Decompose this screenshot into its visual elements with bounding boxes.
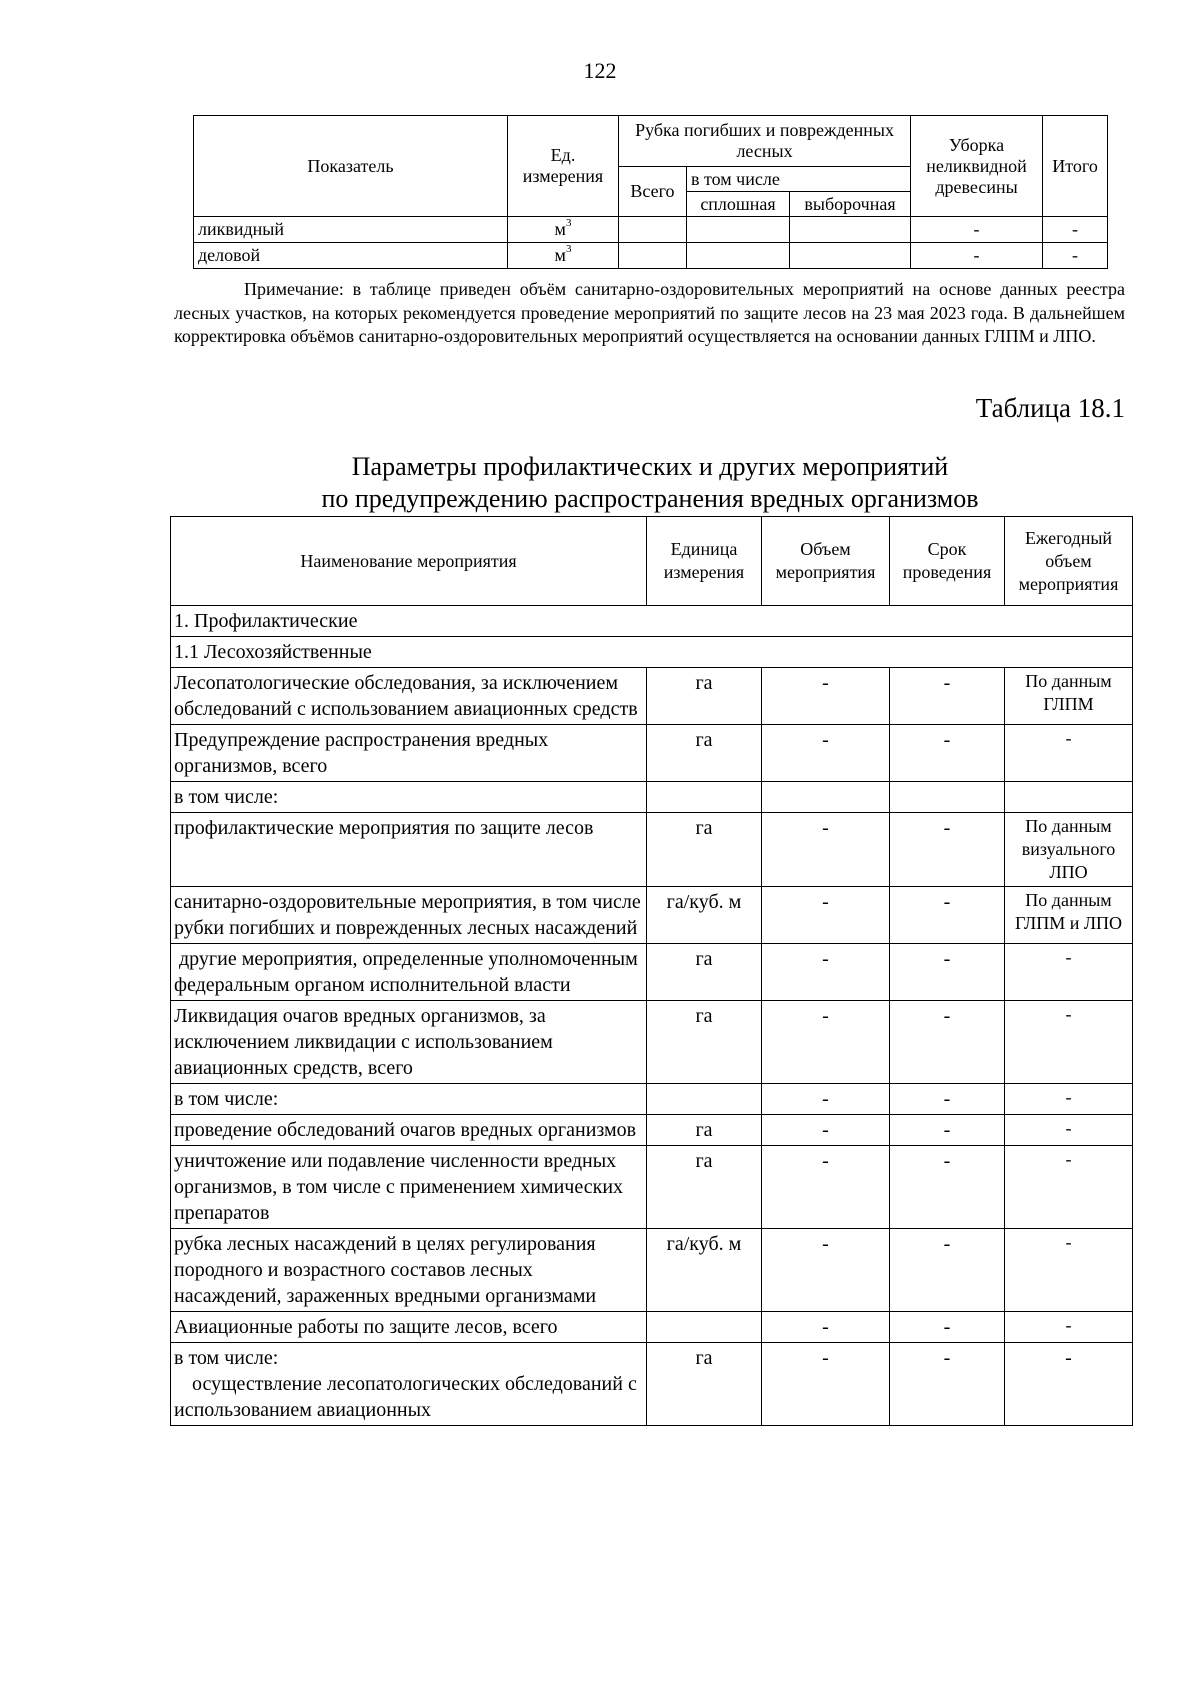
header-including: в том числе <box>687 167 911 192</box>
table-title-line-1: Параметры профилактических и других мероприятий <box>351 452 949 481</box>
cell-term: - <box>890 1229 1005 1312</box>
header-name: Наименование мероприятия <box>171 517 647 606</box>
cell-volume: - <box>762 887 890 944</box>
cell-annual: - <box>1005 1229 1133 1312</box>
table-row <box>171 1229 1133 1312</box>
cell-name: в том числе: <box>171 1084 647 1115</box>
header-indicator: Показатель <box>194 116 508 217</box>
cell-name: проведение обследований очагов вредных организмов <box>171 1115 647 1146</box>
cell-unit: га/куб. м <box>647 1229 762 1312</box>
cell-unit: га <box>647 1343 762 1426</box>
cell-name: рубка лесных насаждений в целях регулирования породного и возрастного составов лесных насаждений, зараженных вредными организмами <box>171 1229 647 1312</box>
cell-unit: га <box>647 944 762 1001</box>
table-row <box>171 887 1133 944</box>
cell-term: - <box>890 1115 1005 1146</box>
cell-annual: - <box>1005 1312 1133 1343</box>
table-row <box>171 1146 1133 1229</box>
row-sploshnaya <box>687 243 790 269</box>
cell-annual: - <box>1005 944 1133 1001</box>
cell-volume: - <box>762 1001 890 1084</box>
table-row <box>171 1343 1133 1426</box>
sanitary-volume-table <box>193 115 1108 269</box>
table-row <box>171 1312 1133 1343</box>
cell-annual: - <box>1005 1146 1133 1229</box>
row-vyborochnaya <box>790 243 911 269</box>
cell-volume: - <box>762 1084 890 1115</box>
header-annual: Ежегодный объем мероприятия <box>1005 517 1133 606</box>
row-vyborochnaya <box>790 217 911 243</box>
table-row <box>171 1084 1133 1115</box>
cell-term: - <box>890 944 1005 1001</box>
cell-term: - <box>890 887 1005 944</box>
cell-name <box>171 1343 647 1426</box>
cell-term: - <box>890 1084 1005 1115</box>
cell-unit <box>647 1312 762 1343</box>
row-name: деловой <box>194 243 508 269</box>
header-itogo: Итого <box>1043 116 1108 217</box>
cell-term: - <box>890 725 1005 782</box>
row-unit: $м^3$ <box>508 243 619 269</box>
table-title <box>170 451 1130 515</box>
cell-annual: По данным визуального ЛПО <box>1005 813 1133 887</box>
header-unit: Единица измерения <box>647 517 762 606</box>
cell-volume: - <box>762 813 890 887</box>
subsection-heading: 1.1 Лесохозяйственные <box>171 637 1133 668</box>
row-uborka: - <box>911 243 1043 269</box>
header-selective: выборочная <box>790 192 911 217</box>
cell-unit <box>647 1084 762 1115</box>
cell-volume: - <box>762 944 890 1001</box>
table-row <box>171 725 1133 782</box>
table-row <box>194 243 1108 269</box>
cell-unit: га <box>647 668 762 725</box>
row-vsego <box>619 243 687 269</box>
header-total: Всего <box>619 167 687 217</box>
cell-volume: - <box>762 668 890 725</box>
row-name: ликвидный <box>194 217 508 243</box>
row-uborka: - <box>911 217 1043 243</box>
header-clear: сплошная <box>687 192 790 217</box>
table-label: Таблица 18.1 <box>975 393 1125 423</box>
cell-unit: га/куб. м <box>647 887 762 944</box>
header-unit: Ед. измерения <box>508 116 619 217</box>
header-cleanup: Уборка неликвидной древесины <box>911 116 1043 217</box>
cell-annual: - <box>1005 1343 1133 1426</box>
cell-term: - <box>890 1146 1005 1229</box>
cell-annual: - <box>1005 725 1133 782</box>
measures-table <box>170 516 1133 1426</box>
table-row <box>171 1001 1133 1084</box>
row-itogo: - <box>1043 243 1108 269</box>
cell-name: в том числе: <box>171 782 647 813</box>
cell-volume: - <box>762 725 890 782</box>
cell-term: - <box>890 813 1005 887</box>
cell-term <box>890 782 1005 813</box>
cell-name: Лесопатологические обследования, за исключением обследований с использованием авиационных средств <box>171 668 647 725</box>
cell-name: Авиационные работы по защите лесов, всего <box>171 1312 647 1343</box>
cell-name: Предупреждение распространения вредных организмов, всего <box>171 725 647 782</box>
cell-name: другие мероприятия, определенные уполномоченным федеральным органом исполнительной власти <box>171 944 647 1001</box>
cell-unit: га <box>647 725 762 782</box>
cell-unit: га <box>647 1001 762 1084</box>
cell-annual: - <box>1005 1001 1133 1084</box>
cell-annual: По данным ГЛПМ и ЛПО <box>1005 887 1133 944</box>
header-volume: Объем мероприятия <box>762 517 890 606</box>
table-note: Примечание: в таблице приведен объём санитарно-оздоровительных мероприятий на основе данных реестра лесных участков, на которых рекомендуется проведение мероприятий по защите лесов на 23 мая 2023 года. В дальнейшем корректировка объёмов санитарно-оздоровительных мероприятий осуществляется на основании данных ГЛПМ и ЛПО. <box>174 279 1125 346</box>
cell-unit: га <box>647 813 762 887</box>
cell-unit: га <box>647 1115 762 1146</box>
section-heading: 1. Профилактические <box>171 606 1133 637</box>
table-row <box>194 217 1108 243</box>
cell-name-line-2: осуществление лесопатологических обследований с использованием авиационных <box>174 1373 637 1421</box>
table-row <box>171 944 1133 1001</box>
cell-volume: - <box>762 1229 890 1312</box>
table-row <box>171 813 1133 887</box>
table-title-line-2: по предупреждению распространения вредных организмов <box>321 484 979 513</box>
cell-unit <box>647 782 762 813</box>
table-row <box>171 668 1133 725</box>
cell-volume: - <box>762 1146 890 1229</box>
row-sploshnaya <box>687 217 790 243</box>
cell-annual: - <box>1005 1115 1133 1146</box>
cell-volume <box>762 782 890 813</box>
row-itogo: - <box>1043 217 1108 243</box>
page-number: 122 <box>583 58 617 83</box>
table-row <box>171 1115 1133 1146</box>
cell-name: профилактические мероприятия по защите лесов <box>171 813 647 887</box>
cell-volume: - <box>762 1312 890 1343</box>
cell-volume: - <box>762 1343 890 1426</box>
cell-volume: - <box>762 1115 890 1146</box>
row-unit: $м^3$ <box>508 217 619 243</box>
cell-term: - <box>890 668 1005 725</box>
cell-unit: га <box>647 1146 762 1229</box>
cell-name: уничтожение или подавление численности вредных организмов, в том числе с применением химических препаратов <box>171 1146 647 1229</box>
cell-term: - <box>890 1001 1005 1084</box>
cell-name: санитарно-оздоровительные мероприятия, в том числе рубки погибших и поврежденных лесных насаждений <box>171 887 647 944</box>
cell-annual: - <box>1005 1084 1133 1115</box>
cell-term: - <box>890 1312 1005 1343</box>
cell-name: Ликвидация очагов вредных организмов, за исключением ликвидации с использованием авиационных средств, всего <box>171 1001 647 1084</box>
header-term: Срок проведения <box>890 517 1005 606</box>
header-felling: Рубка погибших и поврежденных лесных <box>619 116 911 167</box>
table-row <box>171 782 1133 813</box>
cell-annual: По данным ГЛПМ <box>1005 668 1133 725</box>
row-vsego <box>619 217 687 243</box>
cell-annual <box>1005 782 1133 813</box>
cell-term: - <box>890 1343 1005 1426</box>
cell-name-line-1: в том числе: <box>174 1347 279 1369</box>
